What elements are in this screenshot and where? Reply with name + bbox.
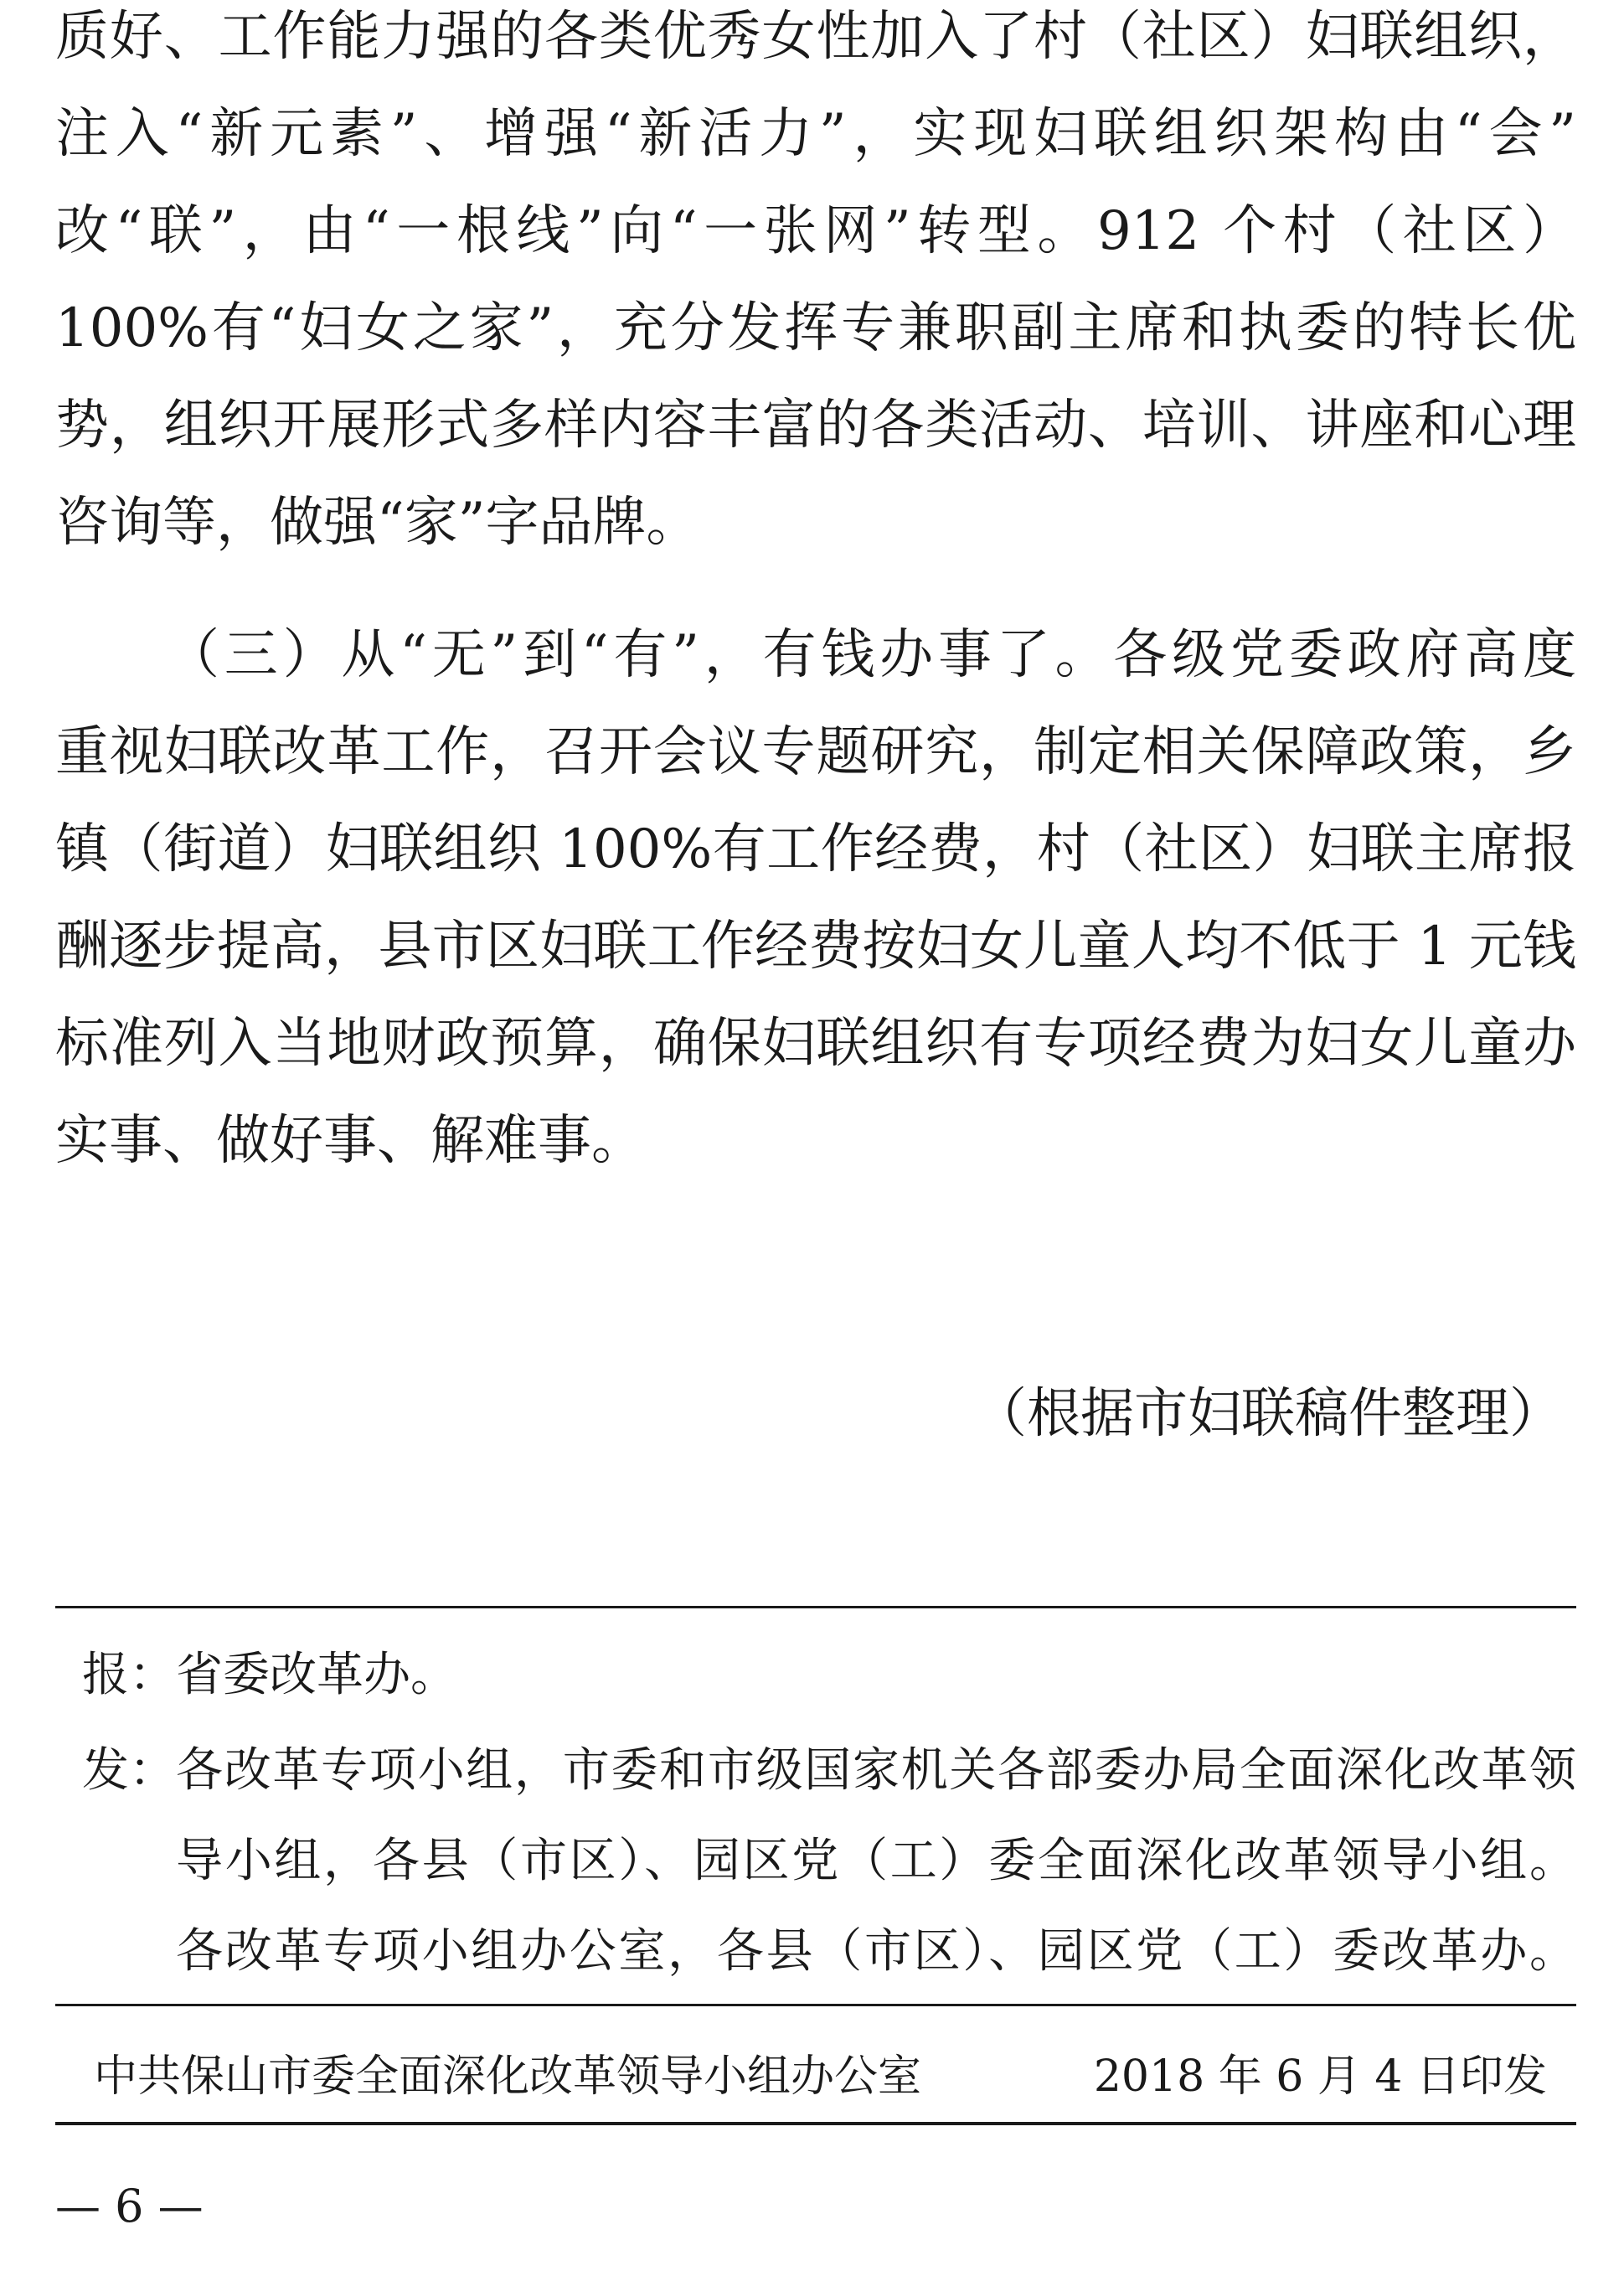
footer-bottom-rule: [55, 2122, 1576, 2125]
body-line-8: 重视妇联改革工作，召开会议专题研究，制定相关保障政策，乡: [55, 721, 1576, 783]
body-line-6: 咨询等，做强“家”字品牌。: [55, 492, 700, 554]
report-recipient: 省委改革办。: [176, 1648, 457, 1702]
page-number: — 6 —: [55, 2180, 204, 2232]
issue-date: 2018 年 6 月 4 日印发: [1093, 2052, 1547, 2102]
footer-top-rule: [55, 2004, 1576, 2006]
body-line-3: 改“联”，由“一根线”向“一张网”转型。912 个村（社区）: [55, 200, 1576, 262]
body-line-7: （三）从“无”到“有”，有钱办事了。各级党委政府高度: [166, 624, 1576, 686]
body-line-11: 标准列入当地财政预算，确保妇联组织有专项经费为妇女儿童办: [55, 1013, 1576, 1075]
send-recipients-line-3: 各改革专项小组办公室，各县（市区）、园区党（工）委改革办。: [176, 1924, 1576, 1979]
distribution-top-rule: [55, 1606, 1576, 1608]
body-line-2: 注入“新元素”、增强“新活力”，实现妇联组织架构由“会”: [55, 103, 1576, 165]
send-recipients-line-2: 导小组，各县（市区）、园区党（工）委全面深化改革领导小组。: [176, 1834, 1576, 1888]
body-line-4: 100%有“妇女之家”，充分发挥专兼职副主席和执委的特长优: [55, 297, 1576, 359]
body-line-1: 质好、工作能力强的各类优秀女性加入了村（社区）妇联组织，: [55, 6, 1576, 68]
send-recipients-line-1: 各改革专项小组，市委和市级国家机关各部委办局全面深化改革领: [176, 1743, 1576, 1798]
body-line-5: 势，组织开展形式多样内容丰富的各类活动、培训、讲座和心理: [55, 395, 1576, 457]
body-line-10: 酬逐步提高，县市区妇联工作经费按妇女儿童人均不低于 1 元钱: [55, 916, 1576, 978]
send-label: 发：: [82, 1743, 176, 1798]
issuing-office: 中共保山市委全面深化改革领导小组办公室: [94, 2052, 922, 2102]
body-line-9: 镇（街道）妇联组织 100%有工作经费，村（社区）妇联主席报: [55, 818, 1576, 880]
body-line-12: 实事、做好事、解难事。: [55, 1110, 645, 1172]
report-label: 报：: [82, 1648, 176, 1702]
source-attribution: （根据市妇联稿件整理）: [973, 1383, 1563, 1445]
